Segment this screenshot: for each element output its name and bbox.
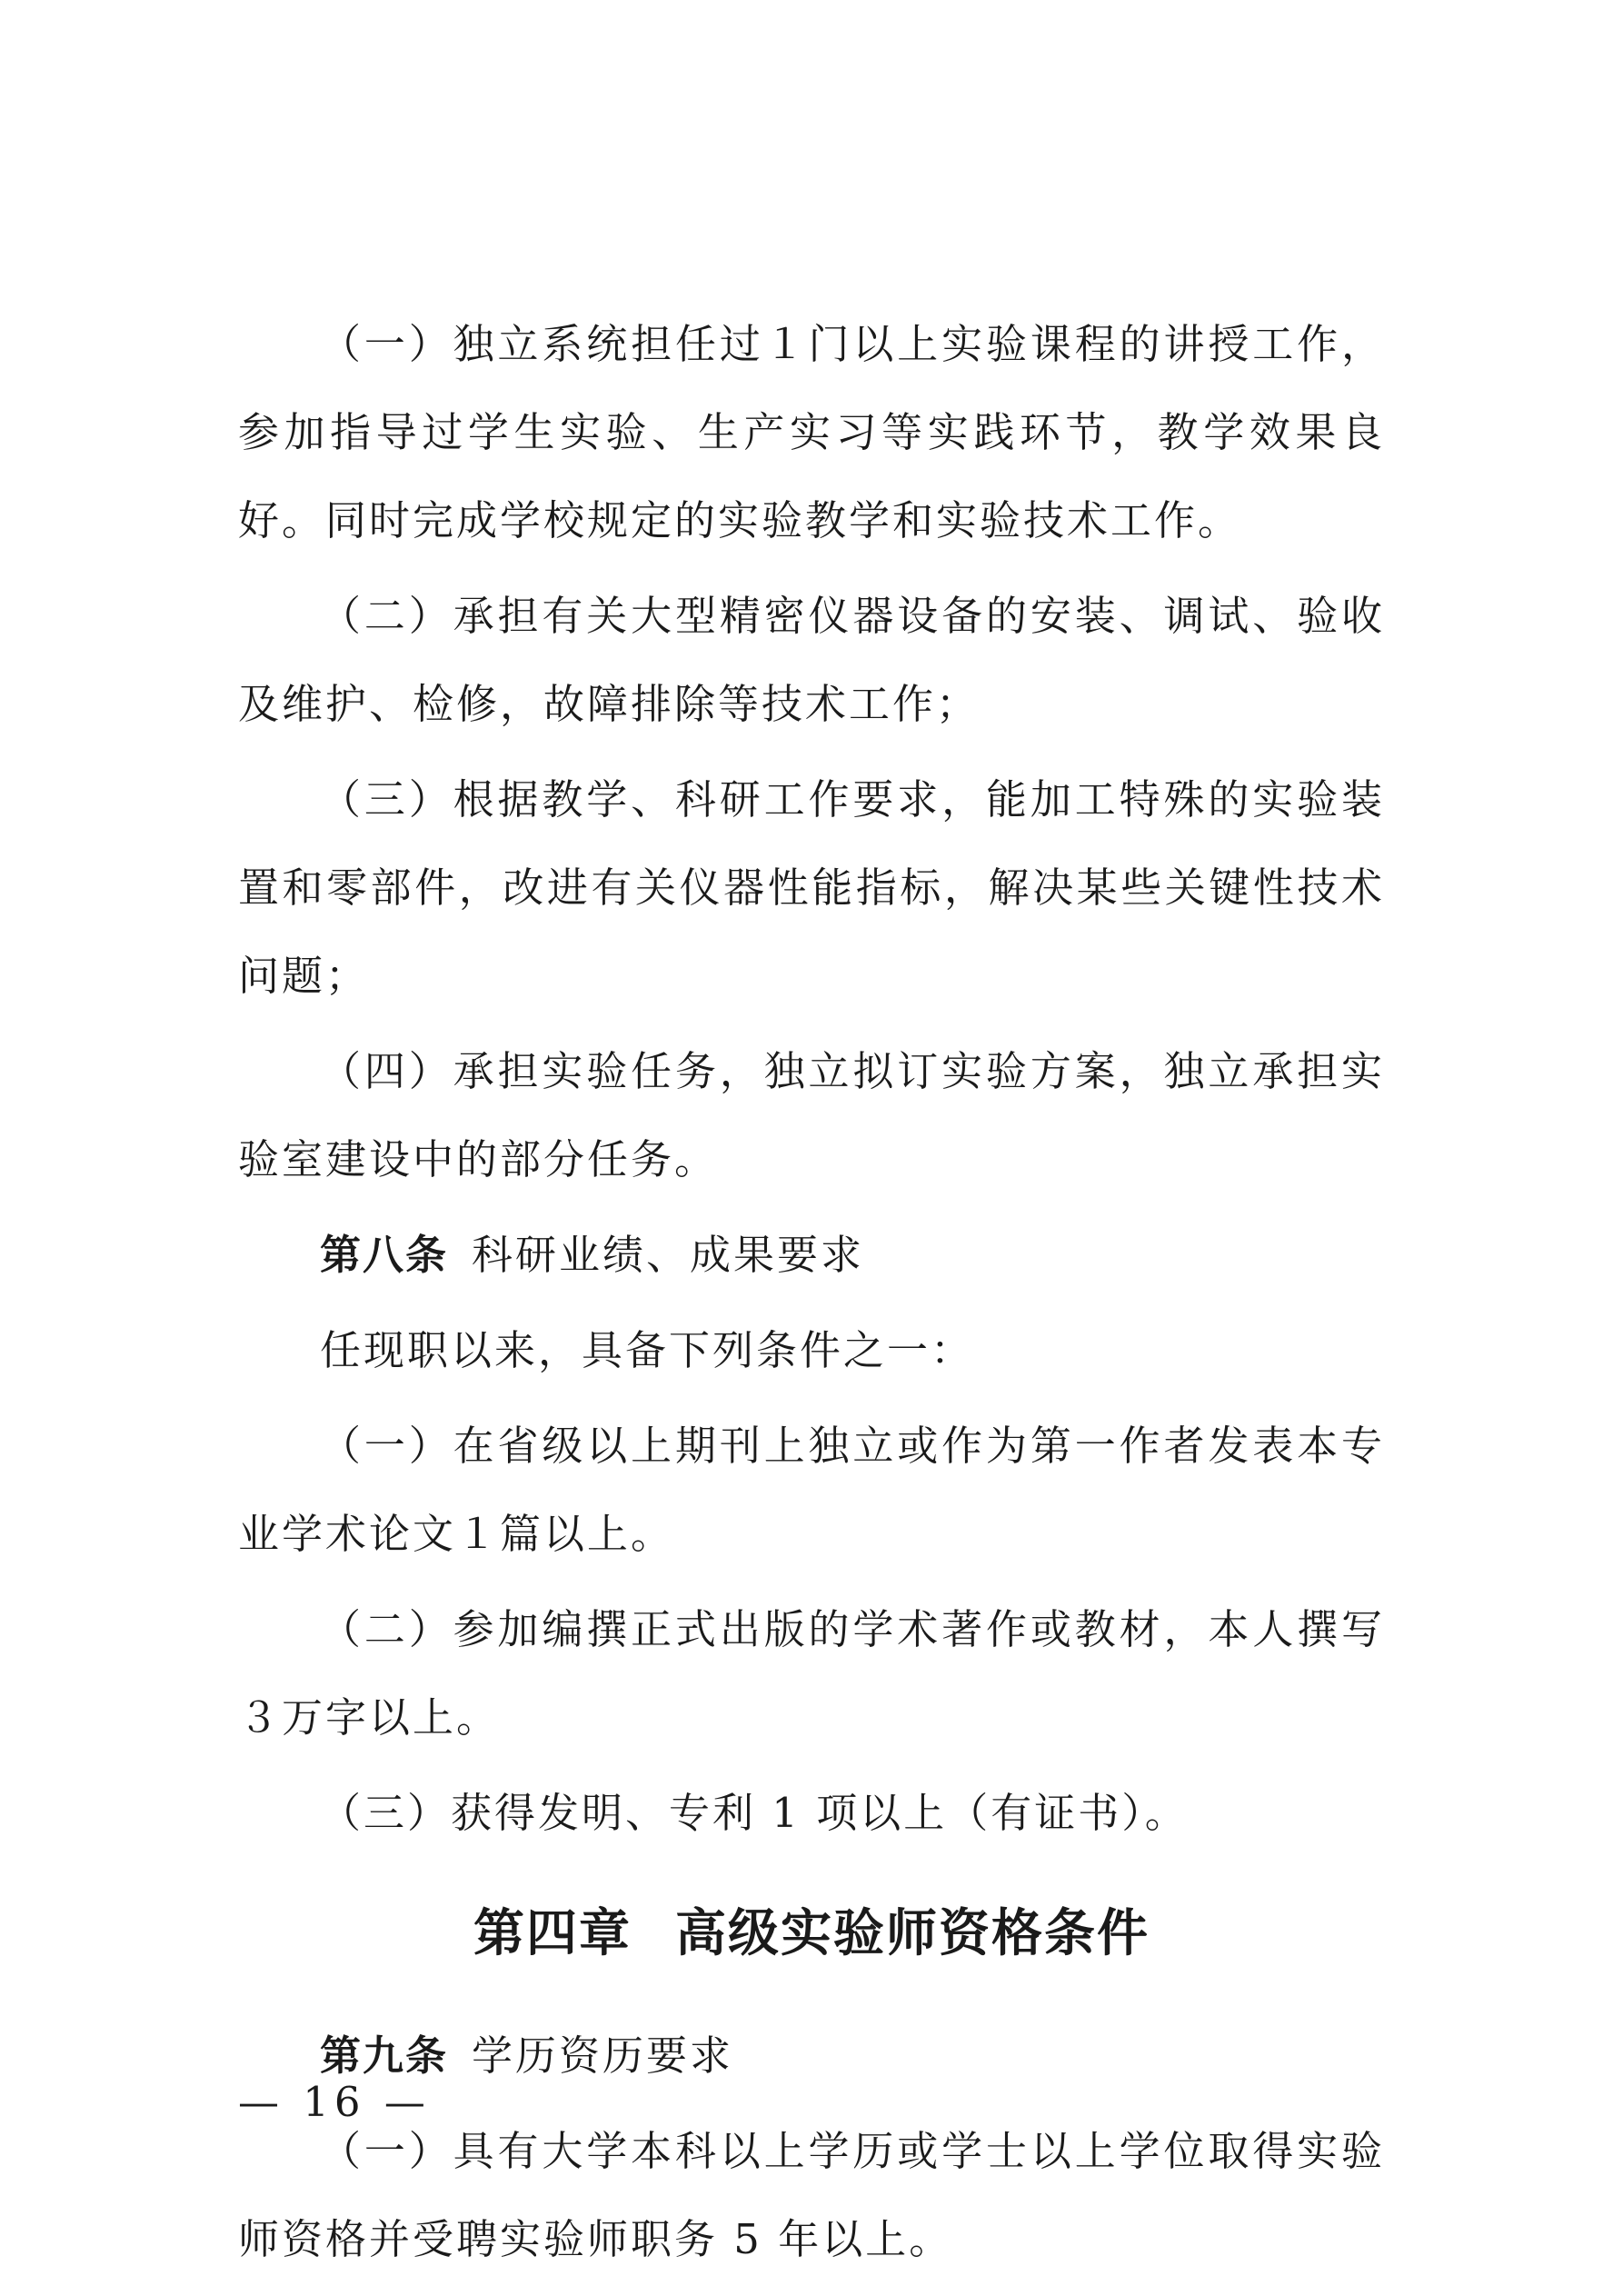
- article-8-intro: 任现职以来，具备下列条件之一：: [320, 1326, 975, 1374]
- article-9-number: 第九条: [320, 2031, 449, 2080]
- paragraph-item-3: （三）根据教学、科研工作要求，能加工特殊的实验装置和零部件，改进有关仪器性能指标，解决某些关键性技术问题；: [238, 775, 1385, 1000]
- page-number: — 16 —: [238, 2078, 431, 2126]
- chapter-number: 第四章: [473, 1904, 632, 1963]
- article-8-item-3: （三）获得发明、专利 1 项以上（有证书）。: [320, 1789, 1189, 1837]
- chapter-title: 高级实验师资格条件: [675, 1904, 1150, 1963]
- article-9-item-1: （一）具有大学本科以上学历或学士以上学位取得实验师资格并受聘实验师职务 5 年以上。: [238, 2127, 1385, 2263]
- article-8-heading: [238, 1211, 1385, 1299]
- article-9-title: 学历资历要求: [472, 2031, 734, 2080]
- paragraph-item-2: （二）承担有关大型精密仪器设备的安装、调试、验收及维护、检修，故障排除等技术工作；: [238, 592, 1385, 728]
- article-8-number: 第八条: [320, 1231, 449, 1279]
- article-8-item-1: （一）在省级以上期刊上独立或作为第一作者发表本专业学术论文１篇以上。: [238, 1422, 1385, 1558]
- article-8-title: 科研业绩、成果要求: [472, 1231, 865, 1279]
- paragraph-item-1: （一）独立系统担任过１门以上实验课程的讲授工作，参加指导过学生实验、生产实习等实践环节，教学效果良好。同时完成学校规定的实验教学和实验技术工作。: [238, 320, 1385, 544]
- paragraph-item-4: （四）承担实验任务，独立拟订实验方案，独立承担实验室建设中的部分任务。: [238, 1047, 1385, 1183]
- chapter-heading: [238, 1893, 1385, 1975]
- article-8-item-2: （二）参加编撰正式出版的学术著作或教材，本人撰写３万字以上。: [238, 1605, 1385, 1742]
- document-page: [238, 300, 1385, 2283]
